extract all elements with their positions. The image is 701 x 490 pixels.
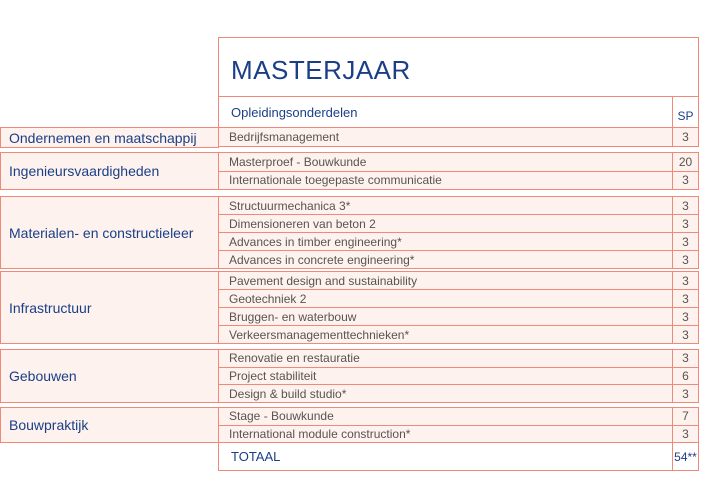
section-materialen-en-constructieleer	[218, 196, 699, 269]
course-name: Pavement design and sustainability	[229, 273, 418, 288]
category-label: Materialen- en constructieleer	[9, 224, 194, 241]
total-value: 54**	[672, 443, 698, 470]
course-row	[219, 153, 698, 171]
course-row	[219, 408, 698, 425]
course-name: Project stabiliteit	[229, 369, 317, 383]
category-label: Bouwpraktijk	[9, 417, 89, 433]
category-bouwpraktijk	[0, 407, 219, 443]
category-label: Ingenieursvaardigheden	[9, 163, 160, 179]
page-title: MASTERJAAR	[231, 54, 411, 85]
course-sp: 3	[672, 326, 698, 343]
course-sp: 3	[672, 172, 698, 190]
course-row	[219, 272, 698, 289]
course-row	[219, 250, 698, 268]
course-name: Bedrijfsmanagement	[229, 130, 340, 144]
course-name: International module construction*	[229, 426, 411, 441]
course-name: Geotechniek 2	[229, 291, 307, 306]
course-sp: 20	[672, 153, 698, 171]
column-header-sp: SP	[672, 97, 698, 127]
category-label: Ondernemen en maatschappij	[9, 129, 197, 146]
course-name: Dimensioneren van beton 2	[229, 216, 376, 231]
course-row	[219, 197, 698, 214]
category-label: Gebouwen	[9, 368, 77, 384]
course-row	[219, 367, 698, 385]
table-title-row	[219, 38, 698, 96]
course-row	[219, 325, 698, 343]
column-header-courses: Opleidingsonderdelen	[231, 104, 358, 120]
category-label: Infrastructuur	[9, 299, 92, 316]
course-sp: 7	[672, 408, 698, 425]
course-row	[219, 425, 698, 443]
category-ondernemen-en-maatschappij	[0, 127, 219, 148]
course-name: Verkeersmanagementtechnieken*	[229, 327, 410, 342]
course-sp: 3	[672, 251, 698, 268]
column-header-row	[219, 96, 698, 127]
total-row	[219, 442, 698, 470]
course-sp: 6	[672, 368, 698, 385]
section-ingenieursvaardigheden	[218, 152, 699, 190]
course-row	[219, 214, 698, 232]
section-infrastructuur	[218, 271, 699, 344]
course-sp: 3	[672, 233, 698, 250]
course-sp: 3	[672, 308, 698, 325]
course-name: Design & build studio*	[229, 386, 347, 401]
course-row	[219, 127, 698, 146]
course-row	[219, 171, 698, 190]
course-name: Advances in timber engineering*	[229, 234, 402, 249]
course-name: Stage - Bouwkunde	[229, 409, 334, 424]
course-row	[219, 307, 698, 325]
total-label: TOTAAL	[231, 449, 281, 464]
category-gebouwen	[0, 349, 219, 403]
course-sp: 3	[672, 350, 698, 367]
course-sp: 3	[672, 385, 698, 402]
course-sp: 3	[672, 290, 698, 307]
course-sp: 3	[672, 215, 698, 232]
course-sp: 3	[672, 426, 698, 443]
course-row	[219, 232, 698, 250]
course-row	[219, 350, 698, 367]
course-sp: 3	[672, 197, 698, 214]
course-name: Renovatie en restauratie	[229, 351, 360, 366]
course-name: Bruggen- en waterbouw	[229, 309, 357, 324]
section-bouwpraktijk-and-total	[218, 407, 699, 471]
category-infrastructuur	[0, 271, 219, 344]
course-sp: 3	[672, 272, 698, 289]
course-sp: 3	[672, 128, 698, 146]
course-name: Internationale toegepaste communicatie	[229, 173, 442, 188]
course-row	[219, 384, 698, 402]
category-ingenieursvaardigheden	[0, 152, 219, 190]
category-materialen-en-constructieleer	[0, 196, 219, 269]
course-name: Masterproef - Bouwkunde	[229, 154, 367, 169]
section-gebouwen	[218, 349, 699, 403]
table-header-section	[218, 37, 699, 147]
course-name: Structuurmechanica 3*	[229, 198, 351, 213]
course-row	[219, 289, 698, 307]
course-name: Advances in concrete engineering*	[229, 252, 415, 267]
